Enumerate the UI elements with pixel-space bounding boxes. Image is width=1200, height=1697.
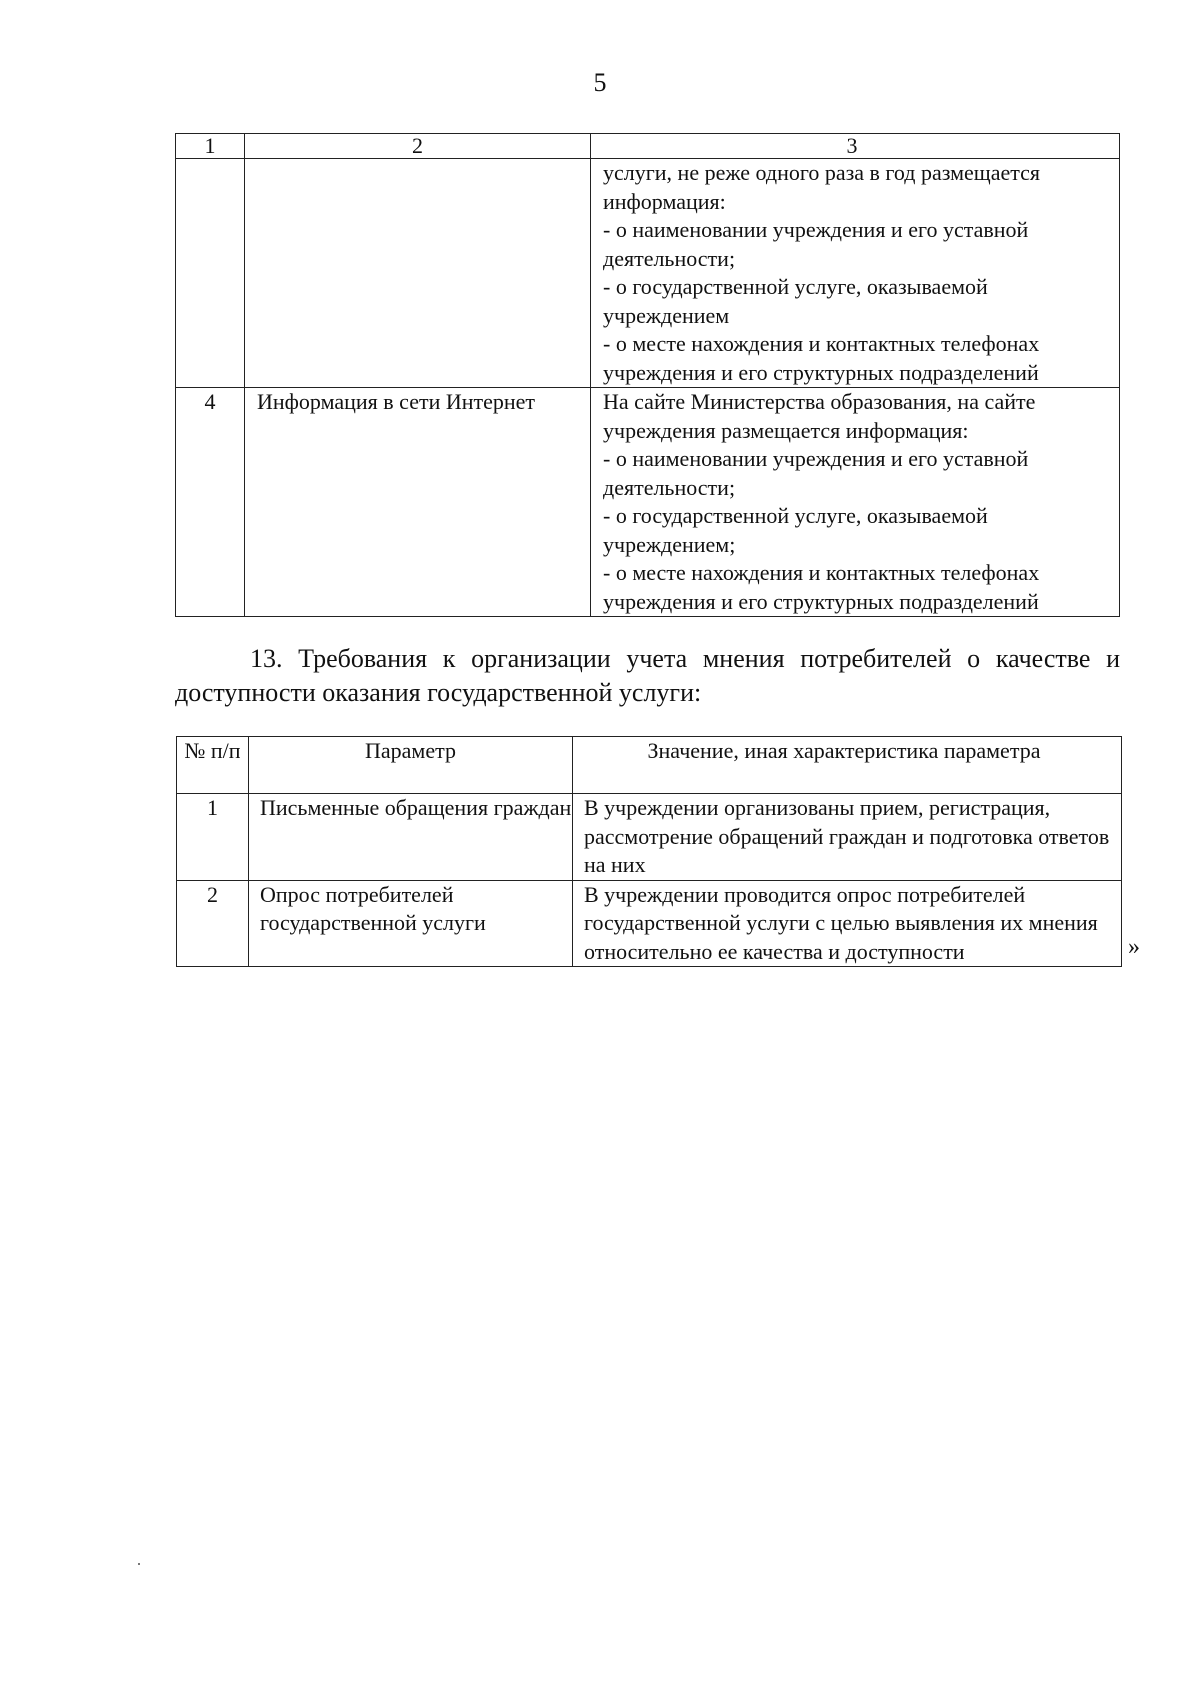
scan-speck xyxy=(138,1563,140,1565)
description-line: учреждения и его структурных подразделений xyxy=(603,588,1039,614)
value-column-header: Значение, иная характеристика параметра xyxy=(573,737,1122,794)
description-line: учреждения и его структурных подразделений xyxy=(603,359,1039,385)
description-line: учреждения размещается информация: xyxy=(603,417,969,443)
column-header-3: 3 xyxy=(591,134,1120,159)
parameter-column-header: Параметр xyxy=(249,737,573,794)
table-row xyxy=(177,794,1122,881)
description-line: деятельности; xyxy=(603,245,736,271)
table-row xyxy=(176,388,1120,617)
description-line: - о наименовании учреждения и его уставной xyxy=(603,446,1029,471)
description-line: На сайте Министерства образования, на сайте xyxy=(603,389,1036,414)
row-number xyxy=(176,159,245,388)
parameter-name: Опрос потребителей государственной услуги xyxy=(249,880,573,967)
row-title: Информация в сети Интернет xyxy=(245,388,591,617)
row-description xyxy=(591,388,1120,617)
description-line: информация: xyxy=(603,188,726,214)
parameter-value: В учреждении проводится опрос потребителей государственной услуги с целью выявления их мнения относительно ее качества и доступности xyxy=(573,880,1122,967)
row-number: 1 xyxy=(177,794,249,881)
row-title xyxy=(245,159,591,388)
description-line: - о месте нахождения и контактных телефонах xyxy=(603,560,1040,585)
description-line: учреждением xyxy=(603,302,730,328)
closing-quote: » xyxy=(1128,934,1140,960)
description-line: - о государственной услуге, оказываемой xyxy=(603,274,988,299)
table-row xyxy=(177,880,1122,967)
table-header-row xyxy=(177,737,1122,794)
table-row xyxy=(176,159,1120,388)
parameter-name: Письменные обращения граждан xyxy=(249,794,573,881)
description-line: - о месте нахождения и контактных телефонах xyxy=(603,331,1040,356)
row-description xyxy=(591,159,1120,388)
row-number: 2 xyxy=(177,880,249,967)
parameters-table xyxy=(176,736,1122,967)
info-table xyxy=(175,133,1120,617)
description-line: - о государственной услуге, оказываемой xyxy=(603,503,988,528)
description-line: услуги, не реже одного раза в год размещается xyxy=(603,160,1041,185)
number-column-header: № п/п xyxy=(177,737,249,794)
parameter-value: В учреждении организованы прием, регистрация, рассмотрение обращений граждан и подготовка ответов на них xyxy=(573,794,1122,881)
page-number: 5 xyxy=(593,68,607,97)
table-header-row xyxy=(176,134,1120,159)
column-header-2: 2 xyxy=(245,134,591,159)
description-line: деятельности; xyxy=(603,474,736,500)
description-line: - о наименовании учреждения и его уставной xyxy=(603,217,1029,242)
description-line: учреждением; xyxy=(603,531,736,557)
section-13-paragraph: 13. Требования к организации учета мнения потребителей о качестве и доступности оказания государственной услуги: xyxy=(175,644,1120,707)
row-number: 4 xyxy=(176,388,245,617)
column-header-1: 1 xyxy=(176,134,245,159)
